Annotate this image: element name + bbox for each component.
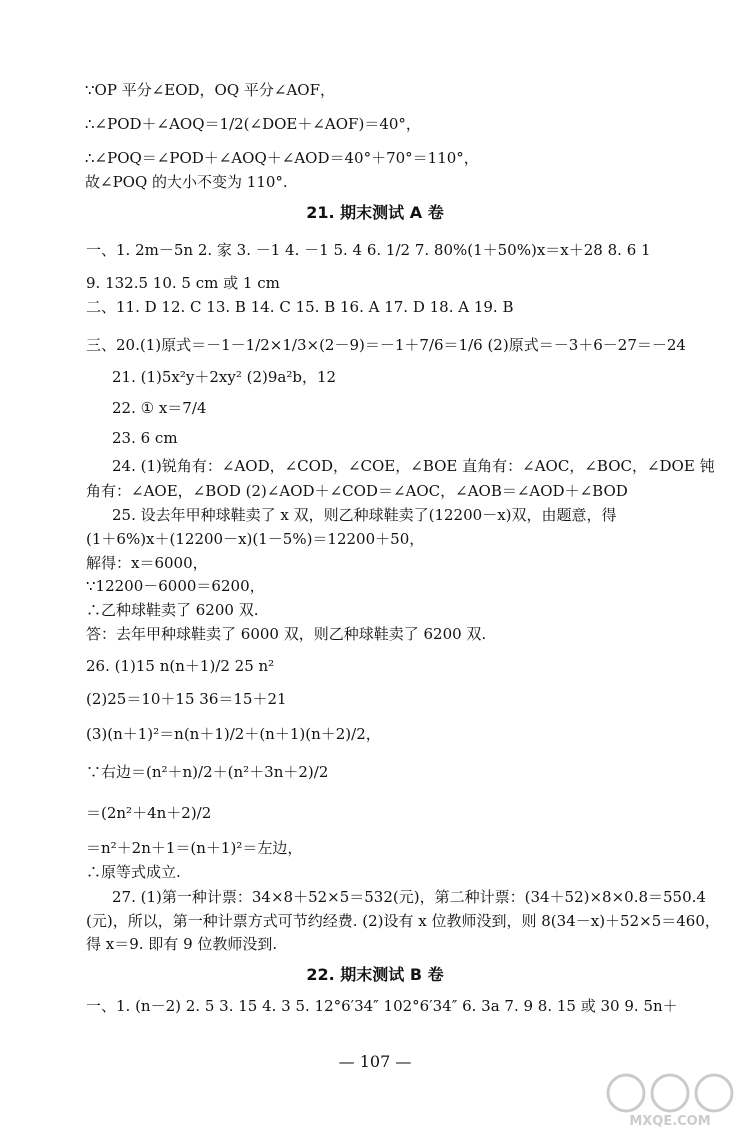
a-line-25: 得 x＝9. 即有 9 位教师没到. (86, 935, 278, 953)
b-line-1: 一、1. (n－2) 2. 5 3. 15 4. 3 5. 12°6′34″ 102°6′34″ 6. 3a 7. 9 8. 15 或 30 9. 5n＋ (86, 997, 678, 1015)
top-line-4: 故∠POQ 的大小不变为 110°. (85, 173, 288, 191)
a-line-21: ＝n²＋2n＋1＝(n＋1)²＝左边， (86, 839, 303, 857)
section-b-title: 22. 期末测试 B 卷 (306, 965, 444, 984)
a-line-9: 角有：∠AOE，∠BOD (2)∠AOD＋∠COD＝∠AOC，∠AOB＝∠AOD＋∠BOD (86, 482, 628, 500)
a-line-15: 答：去年甲种球鞋卖了 6000 双，则乙种球鞋卖了 6200 双. (86, 625, 487, 643)
a-line-4: 三、20.(1)原式＝－1－1/2×1/3×(2－9)＝－1＋7/6＝1/6 (2)原式＝－3＋6－27＝－24 (86, 336, 686, 354)
a-line-13: ∵12200－6000＝6200， (86, 577, 265, 595)
top-line-2: ∴∠POD＋∠AOQ＝1/2(∠DOE＋∠AOF)＝40°， (85, 115, 421, 133)
a-line-22: ∴原等式成立. (86, 863, 181, 881)
top-line-1: ∵OP 平分∠EOD，OQ 平分∠AOF， (85, 81, 336, 99)
a-line-20: ＝(2n²＋4n＋2)/2 (86, 804, 212, 822)
a-line-11: (1＋6%)x＋(12200－x)(1－5%)＝12200＋50， (86, 530, 425, 548)
a-line-12: 解得：x＝6000， (86, 554, 208, 572)
a-line-18: (3)(n＋1)²＝n(n＋1)/2＋(n＋1)(n＋2)/2， (86, 725, 381, 743)
a-line-6: 22. ① x＝7/4 (112, 399, 207, 417)
a-line-8: 24. (1)锐角有：∠AOD，∠COD，∠COE，∠BOE 直角有：∠AOC，∠BOC，∠DOE 钝 (112, 457, 715, 475)
a-line-3: 二、11. D 12. C 13. B 14. C 15. B 16. A 17. D 18. A 19. B (86, 298, 514, 316)
watermark-logo (604, 1069, 736, 1129)
page-number: — 107 — (338, 1052, 412, 1071)
a-line-19: ∵右边＝(n²＋n)/2＋(n²＋3n＋2)/2 (86, 763, 329, 781)
section-a-title: 21. 期末测试 A 卷 (306, 203, 444, 222)
svg-text:MXQE.COM: MXQE.COM (629, 1114, 711, 1129)
a-line-1: 一、1. 2m－5n 2. 家 3. －1 4. －1 5. 4 6. 1/2 7. 80%(1＋50%)x＝x＋28 8. 6 1 (86, 241, 651, 259)
a-line-2: 9. 132.5 10. 5 cm 或 1 cm (86, 274, 280, 292)
a-line-16: 26. (1)15 n(n＋1)/2 25 n² (86, 657, 275, 675)
a-line-24: (元)，所以，第一种计票方式可节约经费. (2)设有 x 位教师没到，则 8(34－x)＋52×5＝460， (86, 912, 720, 930)
a-line-14: ∴乙种球鞋卖了 6200 双. (86, 601, 259, 619)
a-line-17: (2)25＝10＋15 36＝15＋21 (86, 690, 287, 708)
a-line-23: 27. (1)第一种计票：34×8＋52×5＝532(元)，第二种计票：(34＋52)×8×0.8＝550.4 (112, 888, 706, 906)
a-line-5: 21. (1)5x²y＋2xy² (2)9a²b，12 (112, 368, 337, 386)
a-line-10: 25. 设去年甲种球鞋卖了 x 双，则乙种球鞋卖了(12200－x)双，由题意，得 (112, 506, 617, 524)
a-line-7: 23. 6 cm (112, 429, 178, 447)
top-line-3: ∴∠POQ＝∠POD＋∠AOQ＋∠AOD＝40°＋70°＝110°， (85, 149, 479, 167)
